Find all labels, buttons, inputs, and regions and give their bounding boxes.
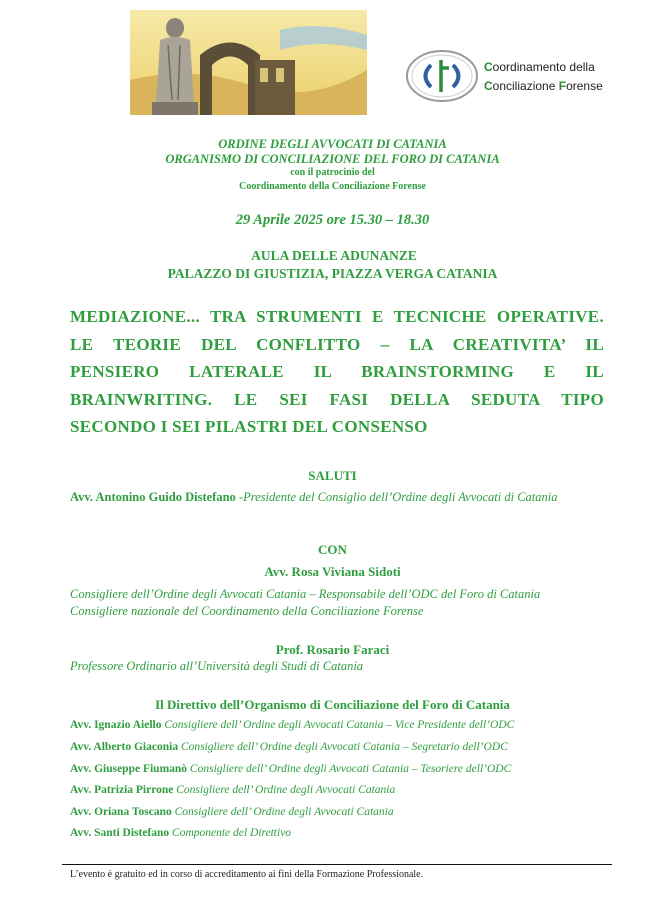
direttivo-heading: Il Direttivo dell’Organismo di Conciliazione del Foro di Catania [155, 697, 510, 712]
header-line-3: con il patrocinio del [290, 167, 375, 178]
event-room: AULA DELLE ADUNANZE [251, 248, 417, 263]
title-line: MEDIAZIONE... TRA STRUMENTI E TECNICHE OPERATIVE. [70, 307, 604, 326]
header-illustration [130, 10, 367, 115]
direttivo-member [70, 784, 395, 796]
member-role: Componente del Direttivo [169, 827, 292, 839]
con-heading: CON [318, 542, 347, 557]
speaker-sidoti-role-1: Consigliere dell’Ordine degli Avvocati Catania – Responsabile dell’ODC del Foro di Catania [70, 587, 541, 601]
direttivo-member [70, 827, 291, 839]
saluti-speaker [70, 490, 610, 505]
member-name: Avv. Ignazio Aiello [70, 719, 162, 731]
event-date: 29 Aprile 2025 ore 15.30 – 18.30 [235, 212, 430, 228]
direttivo-member [70, 719, 514, 731]
direttivo-member [70, 806, 394, 818]
header-line-2: ORGANISMO DI CONCILIAZIONE DEL FORO DI CATANIA [165, 152, 500, 166]
member-name: Avv. Giuseppe Fiumanò [70, 763, 188, 775]
header-line-1: ORDINE DEGLI AVVOCATI DI CATANIA [218, 137, 447, 151]
speaker-sidoti-name: Avv. Rosa Viviana Sidoti [264, 564, 401, 579]
member-name: Avv. Oriana Toscano [70, 806, 172, 818]
logo-wordmark: Coordinamento della Conciliazione Forense [484, 60, 603, 93]
speaker-faraci-name: Prof. Rosario Faraci [275, 642, 390, 657]
header-line-4: Coordinamento della Conciliazione Forense [239, 181, 426, 192]
event-place: PALAZZO DI GIUSTIZIA, PIAZZA VERGA CATANIA [167, 266, 498, 281]
member-name: Avv. Santi Distefano [70, 827, 170, 839]
member-role: Consigliere dell’ Ordine degli Avvocati Catania – Tesoriere dell’ODC [187, 763, 512, 775]
speaker-sidoti-role-2: Consigliere nazionale del Coordinamento della Conciliazione Forense [70, 604, 424, 618]
member-role: Consigliere dell’ Ordine degli Avvocati Catania [171, 806, 394, 818]
title-line: LE TEORIE DEL CONFLITTO – LA CREATIVITA’ IL [70, 334, 604, 354]
speaker-faraci-role: Professore Ordinario all’Università degli Studi di Catania [70, 659, 364, 673]
footer-note: L’evento è gratuito ed in corso di accreditamento ai fini della Formazione Professionale. [70, 869, 424, 880]
member-role: Consigliere dell’ Ordine degli Avvocati Catania [173, 784, 396, 796]
member-role: Consigliere dell’ Ordine degli Avvocati Catania – Vice Presidente dell’ODC [161, 719, 515, 731]
saluti-role: -Presidente del Consiglio dell’Ordine degli Avvocati di Catania [235, 490, 558, 504]
member-name: Avv. Alberto Giaconia [70, 741, 179, 753]
direttivo-member [70, 763, 511, 775]
title-line: SECONDO I SEI PILASTRI DEL CONSENSO [70, 417, 428, 436]
event-title [70, 303, 604, 441]
member-name: Avv. Patrizia Pirrone [70, 784, 174, 796]
saluti-name: Avv. Antonino Guido Distefano [70, 490, 236, 504]
member-role: Consigliere dell’ Ordine degli Avvocati Catania – Segretario dell’ODC [178, 741, 508, 753]
title-line: BRAINWRITING. LE SEI FASI DELLA SEDUTA TIPO [70, 389, 604, 409]
saluti-heading: SALUTI [308, 468, 357, 483]
footer-divider [62, 864, 612, 865]
ccf-logo-icon [404, 48, 480, 104]
title-line: PENSIERO LATERALE IL BRAINSTORMING E IL [70, 362, 604, 381]
direttivo-member [70, 741, 508, 753]
